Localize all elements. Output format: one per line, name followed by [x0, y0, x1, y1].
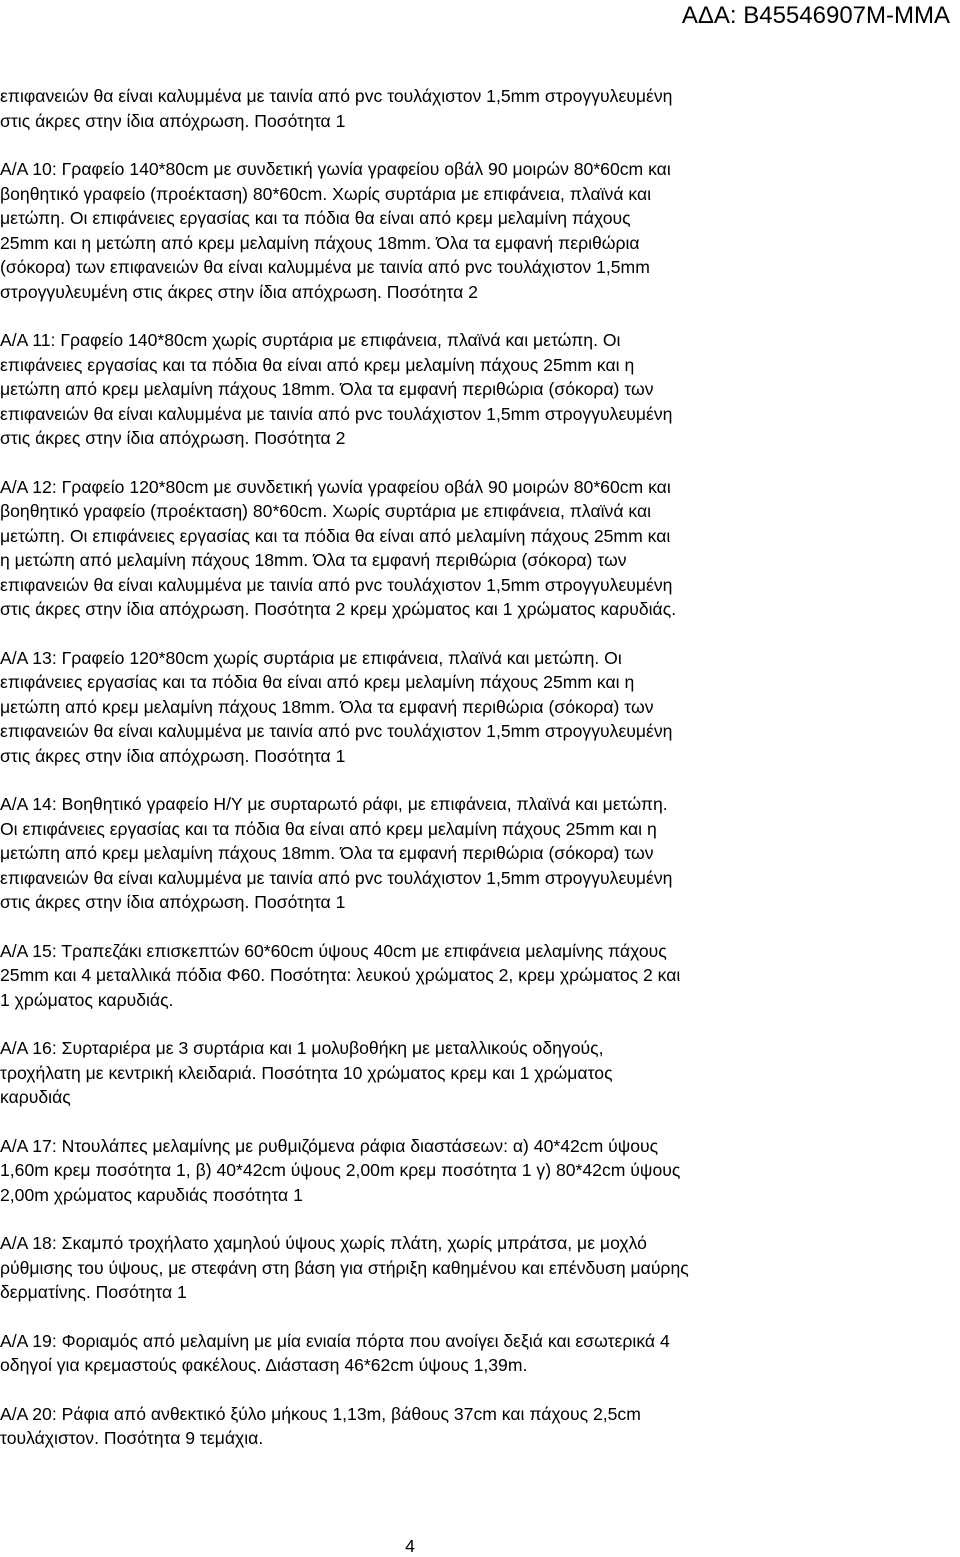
text-line: Α/Α 13: Γραφείο 120*80cm χωρίς συρτάρια με επιφάνεια, πλαϊνά και μετώπη. Οι — [0, 647, 622, 668]
page-number: 4 — [405, 1536, 415, 1556]
text-line: στις άκρες στην ίδια απόχρωση. Ποσότητα 2 — [0, 428, 346, 448]
text-line: βοηθητικό γραφείο (προέκταση) 80*60cm. Χωρίς συρτάρια με επιφάνεια, πλαϊνά και — [0, 183, 652, 204]
text-line: 25mm και η μετώπη από κρεμ μελαμίνη πάχους 18mm. Όλα τα εμφανή περιθώρια — [0, 232, 640, 253]
text-line: επιφανειών θα είναι καλυμμένα με ταινία από pvc τουλάχιστον 1,5mm στρογγυλευμένη — [0, 867, 673, 888]
spec-paragraph — [0, 939, 952, 1013]
text-line: μετώπη από κρεμ μελαμίνη πάχους 18mm. Όλα τα εμφανή περιθώρια (σόκορα) των — [0, 843, 654, 863]
text-line: Α/Α 16: Συρταριέρα με 3 συρτάρια και 1 μολυβοθήκη με μεταλλικούς οδηγούς, — [0, 1038, 604, 1058]
text-line: στις άκρες στην ίδια απόχρωση. Ποσότητα 2 κρεμ χρώματος και 1 χρώματος καρυδιάς. — [0, 599, 677, 619]
text-line: μετώπη από κρεμ μελαμίνη πάχους 18mm. Όλα τα εμφανή περιθώρια (σόκορα) των — [0, 379, 654, 399]
text-line: μετώπη. Οι επιφάνειες εργασίας και τα πόδια θα είναι από μελαμίνη πάχους 25mm και — [0, 525, 671, 546]
text-line: επιφανειών θα είναι καλυμμένα με ταινία από pvc τουλάχιστον 1,5mm στρογγυλευμένη — [0, 574, 673, 595]
text-line: οδηγοί για κρεμαστούς φακέλους. Διάσταση 46*62cm ύψους 1,39m. — [0, 1355, 528, 1375]
text-line: τροχήλατη με κεντρική κλειδαριά. Ποσότητα 10 χρώματος κρεμ και 1 χρώματος — [0, 1062, 613, 1083]
spec-paragraph — [0, 1329, 952, 1378]
text-line: τουλάχιστον. Ποσότητα 9 τεμάχια. — [0, 1428, 264, 1448]
text-line: 2,00m χρώματος καρυδιάς ποσότητα 1 — [0, 1184, 303, 1205]
text-line: Α/Α 10: Γραφείο 140*80cm με συνδετική γωνία γραφείου οβάλ 90 μοιρών 80*60cm και — [0, 159, 671, 179]
text-line: στρογγυλευμένη στις άκρες στην ίδια απόχρωση. Ποσότητα 2 — [0, 281, 478, 302]
text-line: στις άκρες στην ίδια απόχρωση. Ποσότητα 1 — [0, 110, 346, 131]
text-line: επιφάνειες εργασίας και τα πόδια θα είναι από κρεμ μελαμίνη πάχους 25mm και η — [0, 354, 635, 375]
text-line: 1,60m κρεμ ποσότητα 1, β) 40*42cm ύψους 2,00m κρεμ ποσότητα 1 γ) 80*42cm ύψους — [0, 1160, 681, 1180]
text-line: η μετώπη από μελαμίνη πάχους 18mm. Όλα τα εμφανή περιθώρια (σόκορα) των — [0, 550, 627, 570]
spec-paragraph — [0, 646, 952, 769]
spec-paragraph — [0, 1036, 952, 1110]
text-line: Α/Α 19: Φοριαμός από μελαμίνη με μία ενιαία πόρτα που ανοίγει δεξιά και εσωτερικά 4 — [0, 1330, 670, 1351]
text-line: Α/Α 14: Βοηθητικό γραφείο Η/Υ με συρταρωτό ράφι, με επιφάνεια, πλαϊνά και μετώπη. — [0, 794, 668, 814]
text-line: στις άκρες στην ίδια απόχρωση. Ποσότητα 1 — [0, 745, 346, 766]
spec-paragraph — [0, 328, 952, 451]
text-line: μετώπη. Οι επιφάνειες εργασίας και τα πόδια θα είναι από κρεμ μελαμίνη πάχους — [0, 208, 631, 228]
spec-paragraph — [0, 475, 952, 622]
text-line: Α/Α 20: Ράφια από ανθεκτικό ξύλο μήκους 1,13m, βάθους 37cm και πάχους 2,5cm — [0, 1403, 641, 1424]
text-line: Α/Α 15: Τραπεζάκι επισκεπτών 60*60cm ύψους 40cm με επιφάνεια μελαμίνης πάχους — [0, 940, 667, 961]
text-line: Α/Α 11: Γραφείο 140*80cm χωρίς συρτάρια με επιφάνεια, πλαϊνά και μετώπη. Οι — [0, 330, 621, 350]
text-line: στις άκρες στην ίδια απόχρωση. Ποσότητα 1 — [0, 892, 346, 912]
text-line: καρυδιάς — [0, 1087, 71, 1107]
text-line: επιφανειών θα είναι καλυμμένα με ταινία από pvc τουλάχιστον 1,5mm στρογγυλευμένη — [0, 86, 673, 106]
text-line: Α/Α 18: Σκαμπό τροχήλατο χαμηλού ύψους χωρίς πλάτη, χωρίς μπράτσα, με μοχλό — [0, 1233, 647, 1253]
text-line: επιφανειών θα είναι καλυμμένα με ταινία από pvc τουλάχιστον 1,5mm στρογγυλευμένη — [0, 721, 673, 741]
text-line: Α/Α 12: Γραφείο 120*80cm με συνδετική γωνία γραφείου οβάλ 90 μοιρών 80*60cm και — [0, 476, 671, 497]
document-body — [0, 84, 952, 1475]
spec-paragraph — [0, 157, 952, 304]
spec-paragraph — [0, 1402, 952, 1451]
text-line: Α/Α 17: Ντουλάπες μελαμίνης με ρυθμιζόμενα ράφια διαστάσεων: α) 40*42cm ύψους — [0, 1135, 659, 1156]
text-line: 25mm και 4 μεταλλικά πόδια Φ60. Ποσότητα: λευκού χρώματος 2, κρεμ χρώματος 2 και — [0, 965, 681, 985]
ada-code: ΑΔΑ: Β45546907Μ-ΜΜΑ — [681, 2, 950, 29]
spec-paragraph — [0, 1134, 952, 1208]
text-line: 1 χρώματος καρυδιάς. — [0, 989, 174, 1010]
spec-paragraph — [0, 1231, 952, 1305]
text-line: Οι επιφάνειες εργασίας και τα πόδια θα είναι από κρεμ μελαμίνη πάχους 25mm και η — [0, 818, 657, 839]
spec-paragraph — [0, 84, 952, 133]
text-line: (σόκορα) των επιφανειών θα είναι καλυμμένα με ταινία από pvc τουλάχιστον 1,5mm — [0, 257, 650, 277]
text-line: δερματίνης. Ποσότητα 1 — [0, 1282, 187, 1302]
text-line: επιφάνειες εργασίας και τα πόδια θα είναι από κρεμ μελαμίνη πάχους 25mm και η — [0, 672, 635, 692]
text-line: επιφανειών θα είναι καλυμμένα με ταινία από pvc τουλάχιστον 1,5mm στρογγυλευμένη — [0, 403, 673, 424]
spec-paragraph — [0, 792, 952, 915]
text-line: βοηθητικό γραφείο (προέκταση) 80*60cm. Χωρίς συρτάρια με επιφάνεια, πλαϊνά και — [0, 501, 652, 521]
text-line: μετώπη από κρεμ μελαμίνη πάχους 18mm. Όλα τα εμφανή περιθώρια (σόκορα) των — [0, 696, 654, 717]
text-line: ρύθμισης του ύψους, με στεφάνη στη βάση για στήριξη καθημένου και επένδυση μαύρης — [0, 1257, 689, 1278]
